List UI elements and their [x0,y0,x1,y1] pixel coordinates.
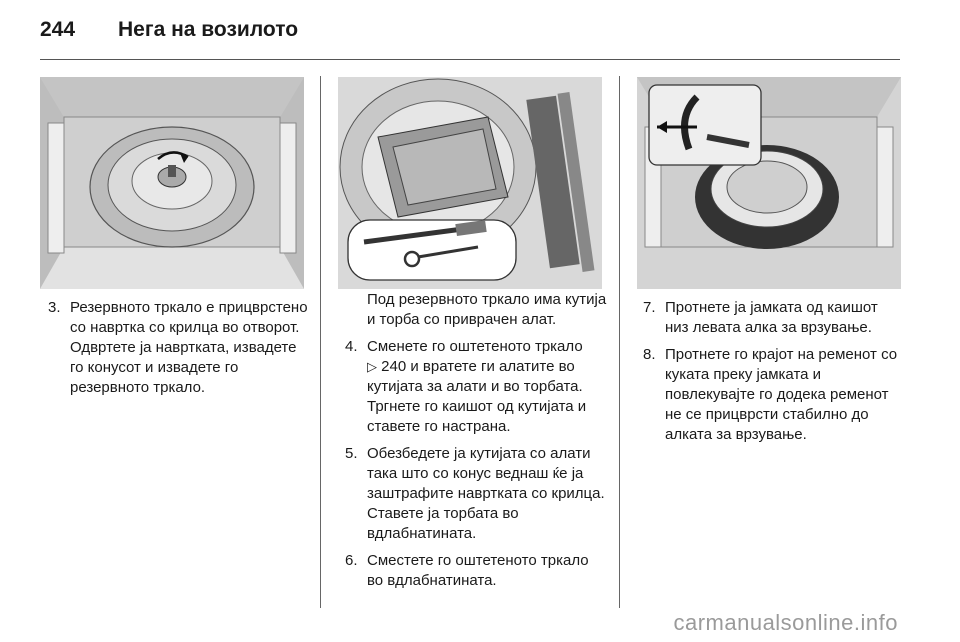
step-number: 6. [345,552,358,569]
intro-paragraph: Под резервното тркало има кутија и торба со приврачен алат. [367,291,607,328]
step-text: Сместете го оштетеното тркало во вдлабнатината. [367,552,589,589]
step-text: Протнете ја јамката од каишот низ левата алка за врзување. [665,299,878,336]
step-4 [345,337,607,437]
column-2-text [345,290,607,598]
step-3 [48,298,310,398]
step-8 [643,345,905,445]
step-number: 3. [48,299,61,316]
watermark: carmanualsonline.info [673,610,898,635]
step-number: 7. [643,299,656,316]
step-5 [345,444,607,544]
step-text: Протнете го крајот на ременот со куката преку јамката и повлекувајте го додека ременот не се прицврсти стабилно до алката за врзување. [665,346,898,443]
page-reference[interactable]: 240 [381,358,407,375]
column-divider-2 [619,76,620,608]
page-title: Нега на возилото [118,18,299,41]
page-reference-icon[interactable]: ▷ [367,359,377,374]
column-divider-1 [320,76,321,608]
toolbox-illustration [338,77,602,289]
step-text: Обезбедете ја кутијата со алати така што со конус веднаш ќе ја заштрафите навртката со крилца. Ставете ја торбата во вдлабнатината. [367,445,605,542]
step-text: Резервното тркало е прицврстено со навртка со крилца во отворот. Одвртете ја навртката, извадете го конусот и извадете го резервното тркало. [70,299,308,396]
step-text: и вратете ги алатите во кутијата за алати и во торбата. Тргнете го каишот од кутијата и ставете го настрана. [367,358,587,435]
step-6 [345,551,607,591]
header-divider [40,59,900,60]
step-number: 5. [345,445,358,462]
step-7 [643,298,905,338]
strap-illustration [637,77,901,289]
column-3-text [643,298,905,452]
spare-wheel-illustration [40,77,304,289]
step-number: 4. [345,338,358,355]
step-number: 8. [643,346,656,363]
page-header [40,14,900,54]
page-number: 244 [40,18,76,41]
column-1-text [48,298,310,405]
step-text-prefix: Сменете го оштетеното тркало [367,338,583,355]
